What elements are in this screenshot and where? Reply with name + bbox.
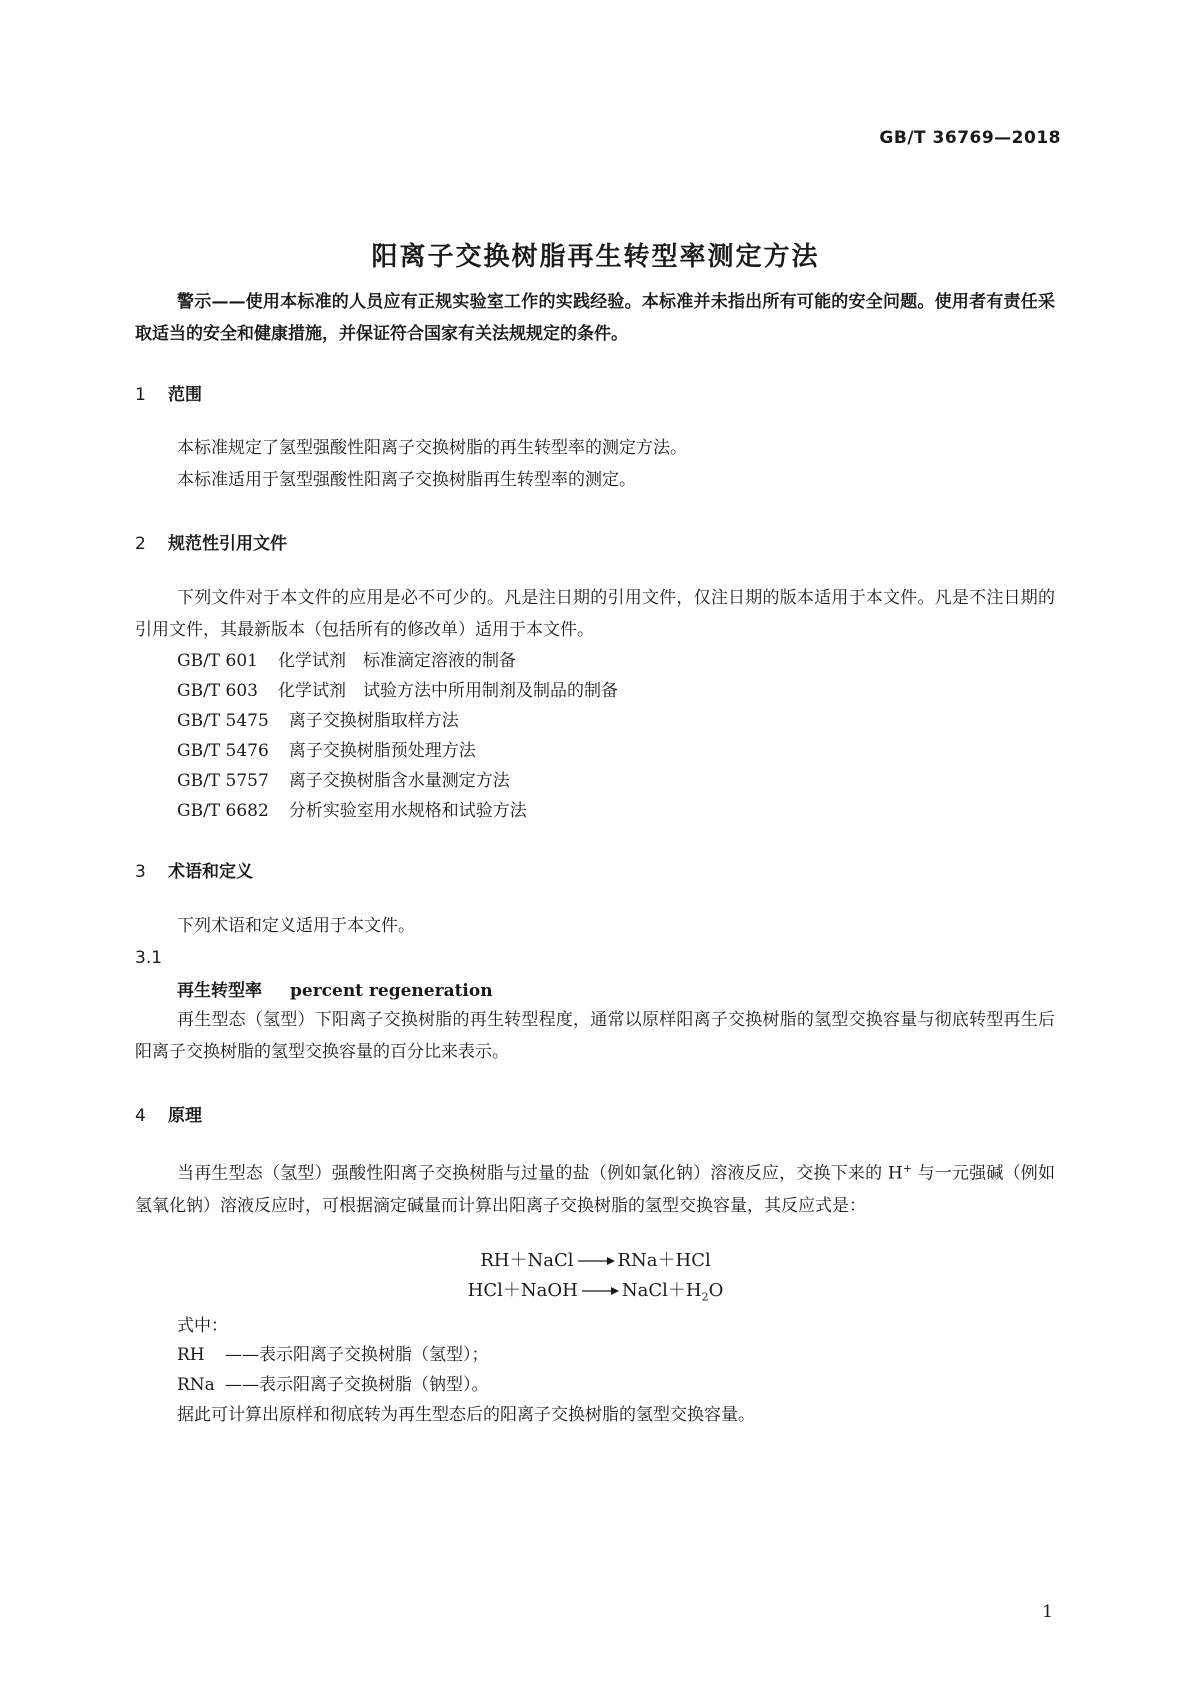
where-item [177,1340,489,1365]
section-heading-principle [135,1101,1055,1126]
reference-name: 化学试剂 标准滴定溶液的制备 [278,651,516,671]
equation-1-right: RNa＋HCl [617,1250,711,1271]
principle-conclusion: 据此可计算出原样和彻底转为再生型态后的阳离子交换树脂的氢型交换容量。 [177,1405,755,1425]
where-description: ——表示阳离子交换树脂（氢型）； [225,1345,489,1365]
reference-name: 离子交换树脂含水量测定方法 [288,771,510,791]
reference-name: 化学试剂 试验方法中所用制剂及制品的制备 [278,681,618,701]
reference-code: GB/T 5757 [177,771,269,791]
reference-item [177,736,476,761]
reference-code: GB/T 6682 [177,801,269,821]
reference-item [177,646,516,671]
reference-code: GB/T 5475 [177,711,269,731]
section-number: 2 [135,534,146,554]
equation-2-subscript: 2 [701,1290,709,1304]
where-item [177,1370,489,1395]
section-title: 规范性引用文件 [168,534,287,554]
page-title: 阳离子交换树脂再生转型率测定方法 [371,242,820,272]
section-title: 术语和定义 [168,862,253,882]
term-definition: 再生型态（氢型）下阳离子交换树脂的再生转型程度，通常以原样阳离子交换树脂的氢型交换容量与彻底转型再生后阳离子交换树脂的氢型交换容量的百分比来表示。 [135,1010,1055,1062]
warning-paragraph: 警示——使用本标准的人员应有正规实验室工作的实践经验。本标准并未指出所有可能的安全问题。使用者有责任采取适当的安全和健康措施，并保证符合国家有关法规规定的条件。 [135,292,1055,344]
equation-2-left: HCl＋NaOH [467,1280,578,1301]
reference-code: GB/T 5476 [177,741,269,761]
reference-name: 离子交换树脂取样方法 [288,711,459,731]
term-english: percent regeneration [290,981,493,1001]
section-title: 范围 [168,385,202,405]
reference-name: 分析实验室用水规格和试验方法 [288,801,527,821]
principle-text-before: 当再生型态（氢型）强酸性阳离子交换树脂与过量的盐（例如氯化钠）溶液反应，交换下来的 H [177,1163,903,1184]
term-chinese: 再生转型率 [177,981,262,1001]
reaction-arrow-icon [580,1284,620,1298]
reference-code: GB/T 601 [177,651,258,671]
section-heading-references [135,529,1055,554]
equation-2-end: O [708,1280,724,1301]
equation-2 [0,1276,1191,1304]
where-label: 式中： [177,1316,228,1336]
terms-intro: 下列术语和定义适用于本文件。 [177,916,415,936]
reference-item [177,766,510,791]
section-number: 1 [135,385,146,405]
references-intro: 下列文件对于本文件的应用是必不可少的。凡是注日期的引用文件，仅注日期的版本适用于本文件。凡是不注日期的引用文件，其最新版本（包括所有的修改单）适用于本文件。 [135,588,1055,640]
term-entry [135,976,1055,1001]
equation-1 [0,1246,1191,1272]
equation-2-right: NaCl＋H [621,1280,702,1301]
section-number: 4 [135,1106,146,1126]
where-description: ——表示阳离子交换树脂（钠型）。 [225,1375,489,1395]
reference-item [177,796,527,821]
page-number: 1 [1042,1602,1053,1622]
where-symbol: RH [177,1345,205,1365]
principle-paragraph [135,1153,1055,1222]
reaction-arrow-icon [576,1254,616,1268]
section-number: 3 [135,862,146,882]
scope-paragraph-2: 本标准适用于氢型强酸性阳离子交换树脂再生转型率的测定。 [177,470,636,490]
principle-text-after: 与一元强碱（例如氢氧化钠）溶液反应时，可根据滴定碱量而计算出阳离子交换树脂的氢型交换容量，其反应式是： [135,1163,1055,1216]
section-title: 原理 [168,1106,202,1126]
section-heading-scope [135,380,1055,405]
term-number: 3.1 [135,948,163,968]
equation-1-left: RH＋NaCl [480,1250,574,1271]
reference-code: GB/T 603 [177,681,258,701]
standard-number: GB/T 36769—2018 [879,128,1061,148]
section-heading-terms [135,857,1055,882]
reference-name: 离子交换树脂预处理方法 [288,741,476,761]
reference-item [177,676,618,701]
principle-superscript: + [902,1162,912,1175]
reference-item [177,706,459,731]
scope-paragraph-1: 本标准规定了氢型强酸性阳离子交换树脂的再生转型率的测定方法。 [177,438,687,458]
where-symbol: RNa [177,1375,215,1395]
